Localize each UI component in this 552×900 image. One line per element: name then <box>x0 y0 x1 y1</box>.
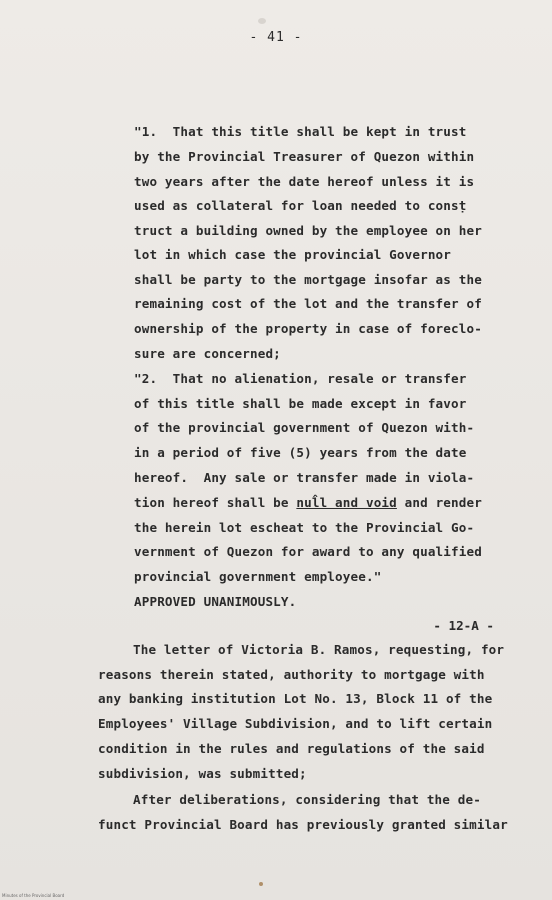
text-line: condition in the rules and regulations of the said <box>98 741 485 756</box>
text-line: of the provincial government of Quezon with- <box>134 420 475 435</box>
approval-line: APPROVED UNANIMOUSLY. <box>134 594 297 609</box>
text-line: shall be party to the mortgage insofar as the <box>134 272 482 287</box>
text-line: the herein lot escheat to the Provincial Go- <box>134 520 475 535</box>
paper-speck <box>259 882 263 886</box>
paper-speck <box>258 18 266 24</box>
text-line: vernment of Quezon for award to any qualified <box>134 544 482 559</box>
text-line: lot in which case the provincial Governor <box>134 247 452 262</box>
text-line: in a period of five (5) years from the date <box>134 445 467 460</box>
text-line: sure are concerned; <box>134 346 281 361</box>
section-number: - 12-A - <box>433 618 494 633</box>
text-line: ownership of the property in case of foreclo- <box>134 321 482 336</box>
text-line: subdivision, was submitted; <box>98 766 307 781</box>
page-number: - 41 - <box>249 30 303 45</box>
text-line <box>134 495 482 510</box>
text-fragment: tion hereof shall be <box>134 495 297 510</box>
footer-text: Minutes of the Provincial Board <box>2 893 65 898</box>
text-line: reasons therein stated, authority to mortgage with <box>98 667 485 682</box>
text-line: of this title shall be made except in favor <box>134 396 467 411</box>
text-line: The letter of Victoria B. Ramos, requesting, for <box>133 642 505 657</box>
text-line: funct Provincial Board has previously granted similar <box>98 817 508 832</box>
underlined-phrase: nul̂l and void <box>296 495 397 510</box>
text-line: "1. That this title shall be kept in trust <box>134 124 467 139</box>
text-line: any banking institution Lot No. 13, Block 11 of the <box>98 691 493 706</box>
text-line: by the Provincial Treasurer of Quezon within <box>134 149 475 164</box>
text-line: After deliberations, considering that the de- <box>133 792 481 807</box>
text-line: "2. That no alienation, resale or transfer <box>134 371 467 386</box>
text-line: hereof. Any sale or transfer made in viola- <box>134 470 475 485</box>
text-line: remaining cost of the lot and the transfer of <box>134 296 482 311</box>
text-fragment: and render <box>396 495 482 510</box>
text-line: Employees' Village Subdivision, and to lift certain <box>98 716 493 731</box>
text-line: used as collateral for loan needed to consṭ <box>134 198 467 213</box>
text-line: truct a building owned by the employee on her <box>134 223 482 238</box>
text-line: provincial government employee." <box>134 569 382 584</box>
text-line: two years after the date hereof unless it is <box>134 174 475 189</box>
